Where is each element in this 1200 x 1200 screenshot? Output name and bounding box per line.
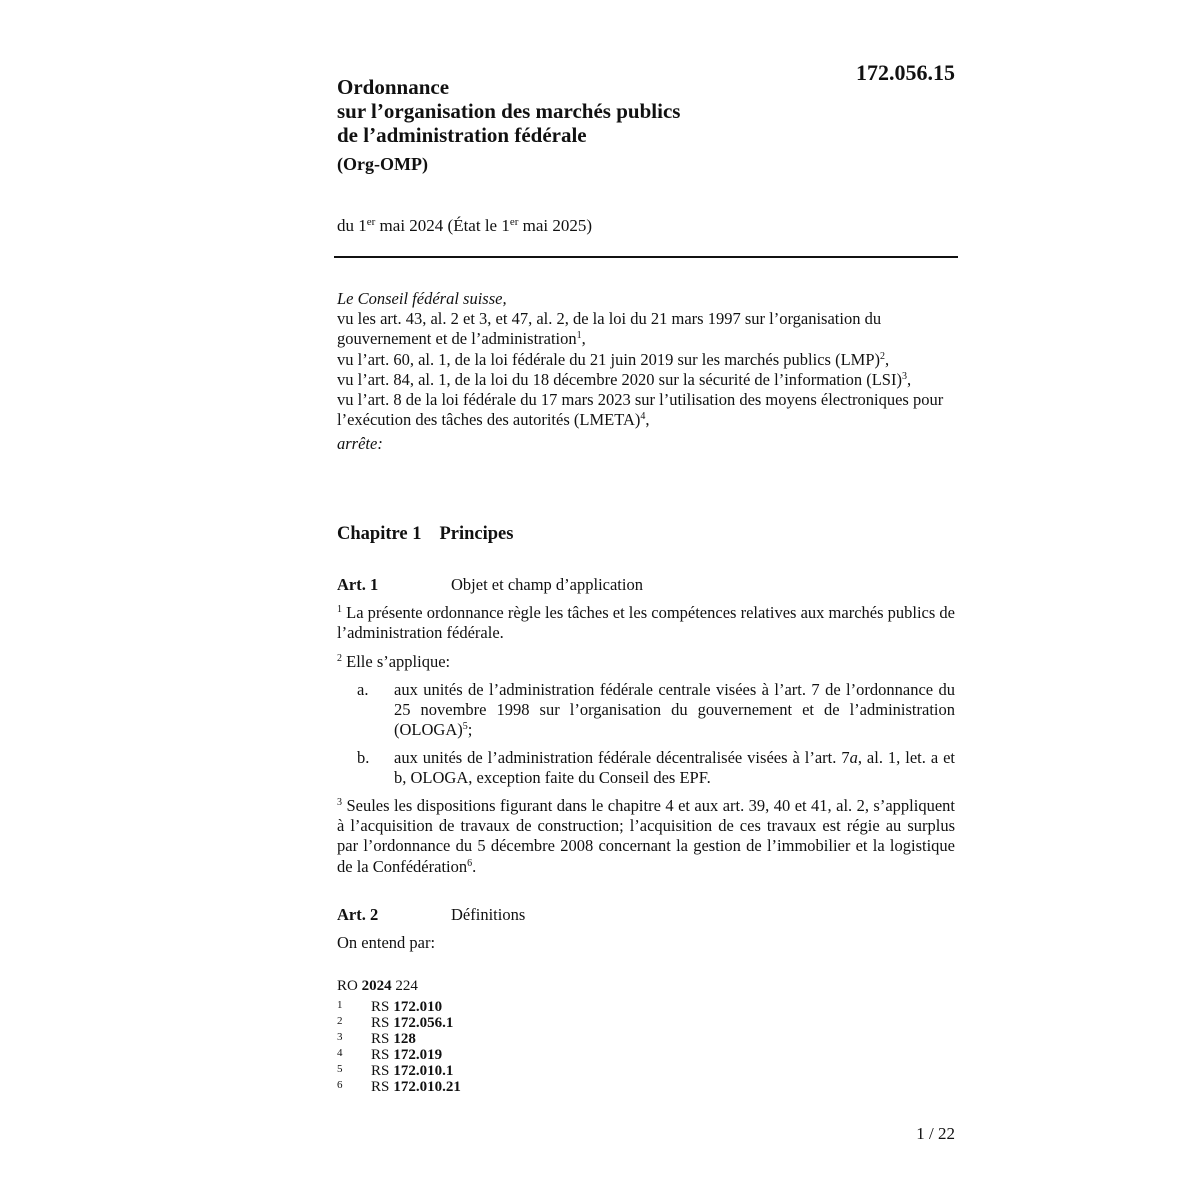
page-number: 1 / 22 [916, 1124, 955, 1143]
title-line: de l’administration fédérale [337, 123, 587, 147]
list-letter: b. [357, 748, 370, 767]
footnote-link[interactable]: 172.019 [393, 1047, 443, 1063]
footnote: 6 RS 172.010.21 [337, 1079, 461, 1095]
article-number: Art. 1 [337, 575, 379, 594]
header-divider [334, 256, 958, 258]
footnote: 2 RS 172.056.1 [337, 1015, 454, 1031]
preamble-authority: Le Conseil fédéral suisse, [337, 289, 507, 308]
footnote-ref[interactable]: 4 [640, 411, 646, 423]
article-paragraph: $^1$ La présente ordonnance règle les tâches et les compétences relatives aux marchés publics de l’administration fédérale. [337, 603, 955, 643]
list-letter: a. [357, 680, 369, 699]
title-line: sur l’organisation des marchés publics [337, 99, 681, 123]
footnotes [337, 999, 461, 1095]
footnote: 4 RS 172.019 [337, 1047, 443, 1063]
chapter-label: Chapitre 1 [337, 524, 422, 544]
footnote-link[interactable]: 172.010 [393, 999, 443, 1015]
preamble-consideration: vu les art. 43, al. 2 et 3, et 47, al. 2, de la loi du 21 mars 1997 sur l’organisation du gouvernement et de l’administration$^1$, [337, 309, 882, 349]
footnote-ref[interactable]: 5 [462, 721, 468, 733]
preamble [337, 289, 955, 455]
footnote: 3 RS 128 [337, 1031, 416, 1047]
footnote: 1 RS 172.010 [337, 999, 443, 1015]
article-heading [337, 905, 525, 925]
footnote: 5 RS 172.010.1 [337, 1063, 454, 1079]
chapter-title: Principes [439, 524, 514, 544]
document-date: du 1er mai 2024 (État le 1er mai 2025) [337, 216, 593, 235]
list-item: a. aux unités de l’administration fédérale centrale visées à l’art. 7 de l’ordonnance du 25 novembre 1998 sur l’organisation du gouvernement et de l’administration (OLOGA)$^5$; [337, 680, 955, 741]
abbreviation: (Org-OMP) [337, 154, 428, 174]
footnote-link[interactable]: 172.010.1 [393, 1063, 454, 1079]
article-title: Objet et champ d’application [451, 575, 643, 594]
chapter-heading [337, 524, 513, 545]
footnote-link[interactable]: 128 [393, 1031, 416, 1047]
footnote-ref[interactable]: 3 [901, 370, 907, 382]
document-title [337, 75, 680, 147]
article-number: Art. 2 [337, 905, 379, 924]
title-line: Ordonnance [337, 75, 450, 99]
preamble-consideration: vu l’art. 60, al. 1, de la loi fédérale du 21 juin 2019 sur les marchés publics (LMP)$^2$, [337, 349, 890, 369]
article-paragraph: On entend par: [337, 933, 436, 952]
preamble-decree: arrête: [337, 434, 383, 454]
preamble-consideration: vu l’art. 84, al. 1, de la loi du 18 décembre 2020 sur la sécurité de l’information (LSI)$^3$, [337, 369, 912, 389]
footnote-ref[interactable]: 1 [576, 330, 582, 342]
footnote-ref[interactable]: 6 [467, 857, 473, 869]
preamble-consideration: vu l’art. 8 de la loi fédérale du 17 mars 2023 sur l’utilisation des moyens électroniques pour l’exécution des tâches des autorités (LMETA)$^4$, [337, 390, 944, 430]
footnote-link[interactable]: 172.056.1 [393, 1015, 454, 1031]
article-paragraph: $^3$ Seules les dispositions figurant dans le chapitre 4 et aux art. 39, 40 et 41, al. 2, s’appliquent à l’acquisition de travaux de construction; l’acquisition de ces travaux est régie au surplus par l’ordonnance du 5 décembre 2008 concernant la gestion de l’immobilier et la logistique de la Confédération$^6$. [337, 796, 955, 876]
article-heading [337, 575, 643, 595]
list-item: b. aux unités de l’administration fédérale décentralisée visées à l’art. 7a, al. 1, let. a et b, OLOGA, exception faite du Conseil des EPF. [337, 748, 955, 788]
footnote-ref[interactable]: 2 [880, 350, 885, 362]
rs-number: 172.056.15 [856, 60, 955, 85]
article-title: Définitions [451, 905, 526, 924]
article-paragraph: $^2$ Elle s’applique: [337, 652, 451, 671]
ro-reference: RO 2024 224 [337, 978, 418, 994]
footnote-link[interactable]: 172.010.21 [393, 1079, 461, 1095]
